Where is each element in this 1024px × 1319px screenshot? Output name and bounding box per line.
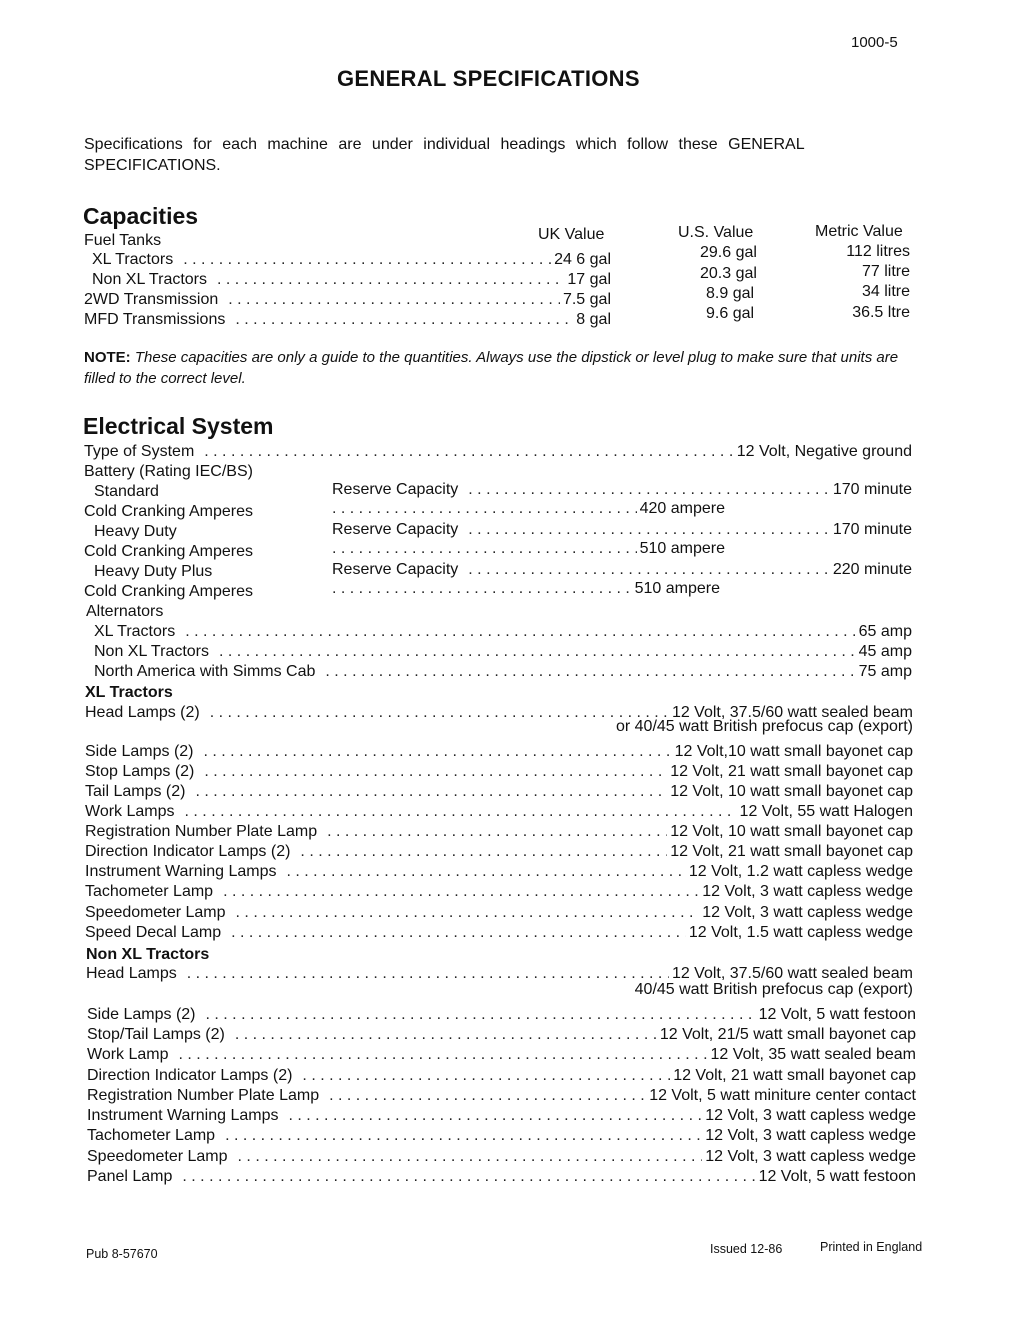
lamp-value: 12 Volt, 3 watt capless wedge xyxy=(705,1148,916,1165)
lamp-value-continued: or 40/45 watt British prefocus cap (export) xyxy=(615,718,913,735)
lamp-label: Instrument Warning Lamps xyxy=(87,1107,279,1124)
lamp-label: Work Lamps xyxy=(85,803,175,820)
lamp-row xyxy=(85,782,913,802)
reserve-capacity-label: Reserve Capacity xyxy=(332,521,459,538)
alternator-row xyxy=(94,662,912,682)
lamp-value: 12 Volt, 21 watt small bayonet cap xyxy=(670,763,913,780)
lamp-row xyxy=(85,802,913,822)
reserve-capacity-row xyxy=(332,480,912,500)
capacity-us: 29.6 gal xyxy=(700,244,757,261)
reserve-capacity-label: Reserve Capacity xyxy=(332,481,459,498)
alternator-label: North America with Simms Cab xyxy=(94,663,316,680)
lamp-row xyxy=(87,1066,916,1086)
capacity-us: 9.6 gal xyxy=(706,305,755,322)
lamp-label: Head Lamps (2) xyxy=(85,704,200,721)
lamp-row xyxy=(87,1005,916,1025)
lamp-label: Direction Indicator Lamps (2) xyxy=(85,843,291,860)
capacity-label: Non XL Tractors xyxy=(92,271,208,288)
intro-paragraph: Specifications for each machine are under individual headings which follow these GENERAL SPECIFICATIONS. xyxy=(84,136,804,174)
cca-label: Cold Cranking Amperes xyxy=(84,543,253,560)
capacity-row xyxy=(84,290,611,310)
capacity-us: 20.3 gal xyxy=(700,265,757,282)
lamp-row xyxy=(85,742,913,762)
alternators-label: Alternators xyxy=(86,603,164,620)
lamp-row xyxy=(87,1126,916,1146)
lamp-label: Speed Decal Lamp xyxy=(85,924,222,941)
lamp-label: Head Lamps xyxy=(86,965,177,982)
lamp-label: Instrument Warning Lamps xyxy=(85,863,277,880)
lamp-label: Tachometer Lamp xyxy=(85,883,214,900)
alternator-row xyxy=(94,622,912,642)
fuel-tanks-label: Fuel Tanks xyxy=(84,232,162,249)
lamp-label: Panel Lamp xyxy=(87,1168,173,1185)
capacity-uk: 8 gal xyxy=(576,311,611,328)
capacity-uk: 7.5 gal xyxy=(562,291,611,308)
cca-row xyxy=(322,579,720,599)
lamp-row xyxy=(85,862,913,882)
alternator-value: 75 amp xyxy=(858,663,912,680)
capacity-row xyxy=(84,310,611,330)
lamp-label: Stop Lamps (2) xyxy=(85,763,195,780)
battery-name: Heavy Duty xyxy=(94,523,177,540)
lamp-value: 12 Volt, 10 watt small bayonet cap xyxy=(670,823,913,840)
alternator-label: Non XL Tractors xyxy=(94,643,210,660)
lamp-value: 12 Volt, 1.2 watt capless wedge xyxy=(688,863,913,880)
lamp-value: 12 Volt, 37.5/60 watt sealed beam xyxy=(671,704,913,721)
lamp-row xyxy=(85,842,913,862)
electrical-heading: Electrical System xyxy=(83,413,274,439)
cca-row xyxy=(322,499,725,519)
lamp-row xyxy=(87,1045,916,1065)
reserve-capacity-value: 220 minute xyxy=(832,561,912,578)
reserve-capacity-row xyxy=(332,520,912,540)
lamp-value-continued: 40/45 watt British prefocus cap (export) xyxy=(634,981,913,998)
battery-label: Battery (Rating IEC/BS) xyxy=(84,463,253,480)
lamp-label: Side Lamps (2) xyxy=(85,743,194,760)
lamp-label: Stop/Tail Lamps (2) xyxy=(87,1026,225,1043)
lamp-label: Speedometer Lamp xyxy=(87,1148,228,1165)
lamp-value: 12 Volt, 5 watt festoon xyxy=(758,1168,916,1185)
lamp-value: 12 Volt, 37.5/60 watt sealed beam xyxy=(671,965,913,982)
lamp-value: 12 Volt, 3 watt capless wedge xyxy=(702,904,913,921)
lamp-row xyxy=(87,1167,916,1187)
cca-value: 510 ampere xyxy=(634,580,720,597)
capacity-metric: 112 litres xyxy=(846,243,910,260)
alternator-label: XL Tractors xyxy=(94,623,176,640)
lamp-label: Work Lamp xyxy=(87,1046,169,1063)
capacity-metric: 77 litre xyxy=(861,263,910,280)
capacity-us: 8.9 gal xyxy=(706,285,755,302)
footer-publication: Pub 8-57670 xyxy=(86,1247,158,1261)
type-of-system-row xyxy=(84,442,912,462)
lamp-row xyxy=(87,1086,916,1106)
lamp-row xyxy=(85,903,913,923)
lamp-row xyxy=(85,923,913,943)
lamp-label: Side Lamps (2) xyxy=(87,1006,196,1023)
lamp-label: Registration Number Plate Lamp xyxy=(87,1087,320,1104)
type-of-system-label: Type of System xyxy=(84,443,195,460)
alternator-value: 45 amp xyxy=(858,643,912,660)
capacity-label: MFD Transmissions xyxy=(84,311,226,328)
lamp-value: 12 Volt, 5 watt festoon xyxy=(758,1006,916,1023)
reserve-capacity-row xyxy=(332,560,912,580)
lamp-value: 12 Volt, 5 watt miniture center contact xyxy=(649,1087,916,1104)
cca-label: Cold Cranking Amperes xyxy=(84,583,253,600)
lamp-value: 12 Volt, 3 watt capless wedge xyxy=(702,883,913,900)
lamp-label: Registration Number Plate Lamp xyxy=(85,823,318,840)
capacity-uk: 17 gal xyxy=(567,271,611,288)
lamp-value: 12 Volt,10 watt small bayonet cap xyxy=(674,743,913,760)
lamp-value: 12 Volt, 3 watt capless wedge xyxy=(705,1127,916,1144)
lamp-row xyxy=(85,882,913,902)
lamp-value: 12 Volt, 21 watt small bayonet cap xyxy=(673,1067,916,1084)
battery-name: Standard xyxy=(94,483,159,500)
battery-name: Heavy Duty Plus xyxy=(94,563,213,580)
lamp-value: 12 Volt, 35 watt sealed beam xyxy=(710,1046,916,1063)
lamp-row xyxy=(87,1147,916,1167)
alternator-row xyxy=(94,642,912,662)
capacity-metric: 34 litre xyxy=(861,283,910,300)
reserve-capacity-value: 170 minute xyxy=(832,521,912,538)
lamp-row xyxy=(85,762,913,782)
col-header-uk: UK Value xyxy=(538,226,605,243)
lamp-value: 12 Volt, 10 watt small bayonet cap xyxy=(670,783,913,800)
capacity-metric: 36.5 ltre xyxy=(852,304,910,321)
alternator-value: 65 amp xyxy=(858,623,912,640)
footer-printed: Printed in England xyxy=(820,1240,923,1254)
footer-issued: Issued 12-86 xyxy=(710,1242,783,1256)
lamp-value: 12 Volt, 3 watt capless wedge xyxy=(705,1107,916,1124)
non-xl-tractors-heading: Non XL Tractors xyxy=(86,946,210,963)
lamp-label: Speedometer Lamp xyxy=(85,904,226,921)
capacity-uk: 24 6 gal xyxy=(554,251,611,268)
type-of-system-value: 12 Volt, Negative ground xyxy=(736,443,912,460)
lamp-value: 12 Volt, 55 watt Halogen xyxy=(739,803,913,820)
lamp-row xyxy=(87,1025,916,1045)
capacities-note xyxy=(84,347,924,389)
lamp-label: Tail Lamps (2) xyxy=(85,783,186,800)
cca-value: 510 ampere xyxy=(639,540,725,557)
xl-tractors-heading: XL Tractors xyxy=(85,684,173,701)
lamp-value: 12 Volt, 21 watt small bayonet cap xyxy=(670,843,913,860)
col-header-metric: Metric Value xyxy=(815,223,903,240)
lamp-label: Direction Indicator Lamps (2) xyxy=(87,1067,293,1084)
capacity-row xyxy=(92,270,611,290)
page-number: 1000-5 xyxy=(851,34,898,51)
capacity-row xyxy=(92,250,611,270)
cca-row xyxy=(322,539,725,559)
cca-label: Cold Cranking Amperes xyxy=(84,503,253,520)
note-text: These capacities are only a guide to the quantities. Always use the dipstick or level plug to make sure that units are filled to the correct level. xyxy=(84,349,899,387)
col-header-us: U.S. Value xyxy=(678,224,754,241)
capacity-label: XL Tractors xyxy=(92,251,174,268)
note-label: NOTE: xyxy=(84,349,131,366)
lamp-value: 12 Volt, 1.5 watt capless wedge xyxy=(688,924,913,941)
lamp-value: 12 Volt, 21/5 watt small bayonet cap xyxy=(659,1026,916,1043)
capacities-heading: Capacities xyxy=(83,203,199,229)
reserve-capacity-value: 170 minute xyxy=(832,481,912,498)
page-title: GENERAL SPECIFICATIONS xyxy=(337,66,640,91)
capacity-label: 2WD Transmission xyxy=(84,291,219,308)
lamp-row xyxy=(85,822,913,842)
lamp-label: Tachometer Lamp xyxy=(87,1127,216,1144)
lamp-row xyxy=(87,1106,916,1126)
reserve-capacity-label: Reserve Capacity xyxy=(332,561,459,578)
cca-value: 420 ampere xyxy=(639,500,725,517)
